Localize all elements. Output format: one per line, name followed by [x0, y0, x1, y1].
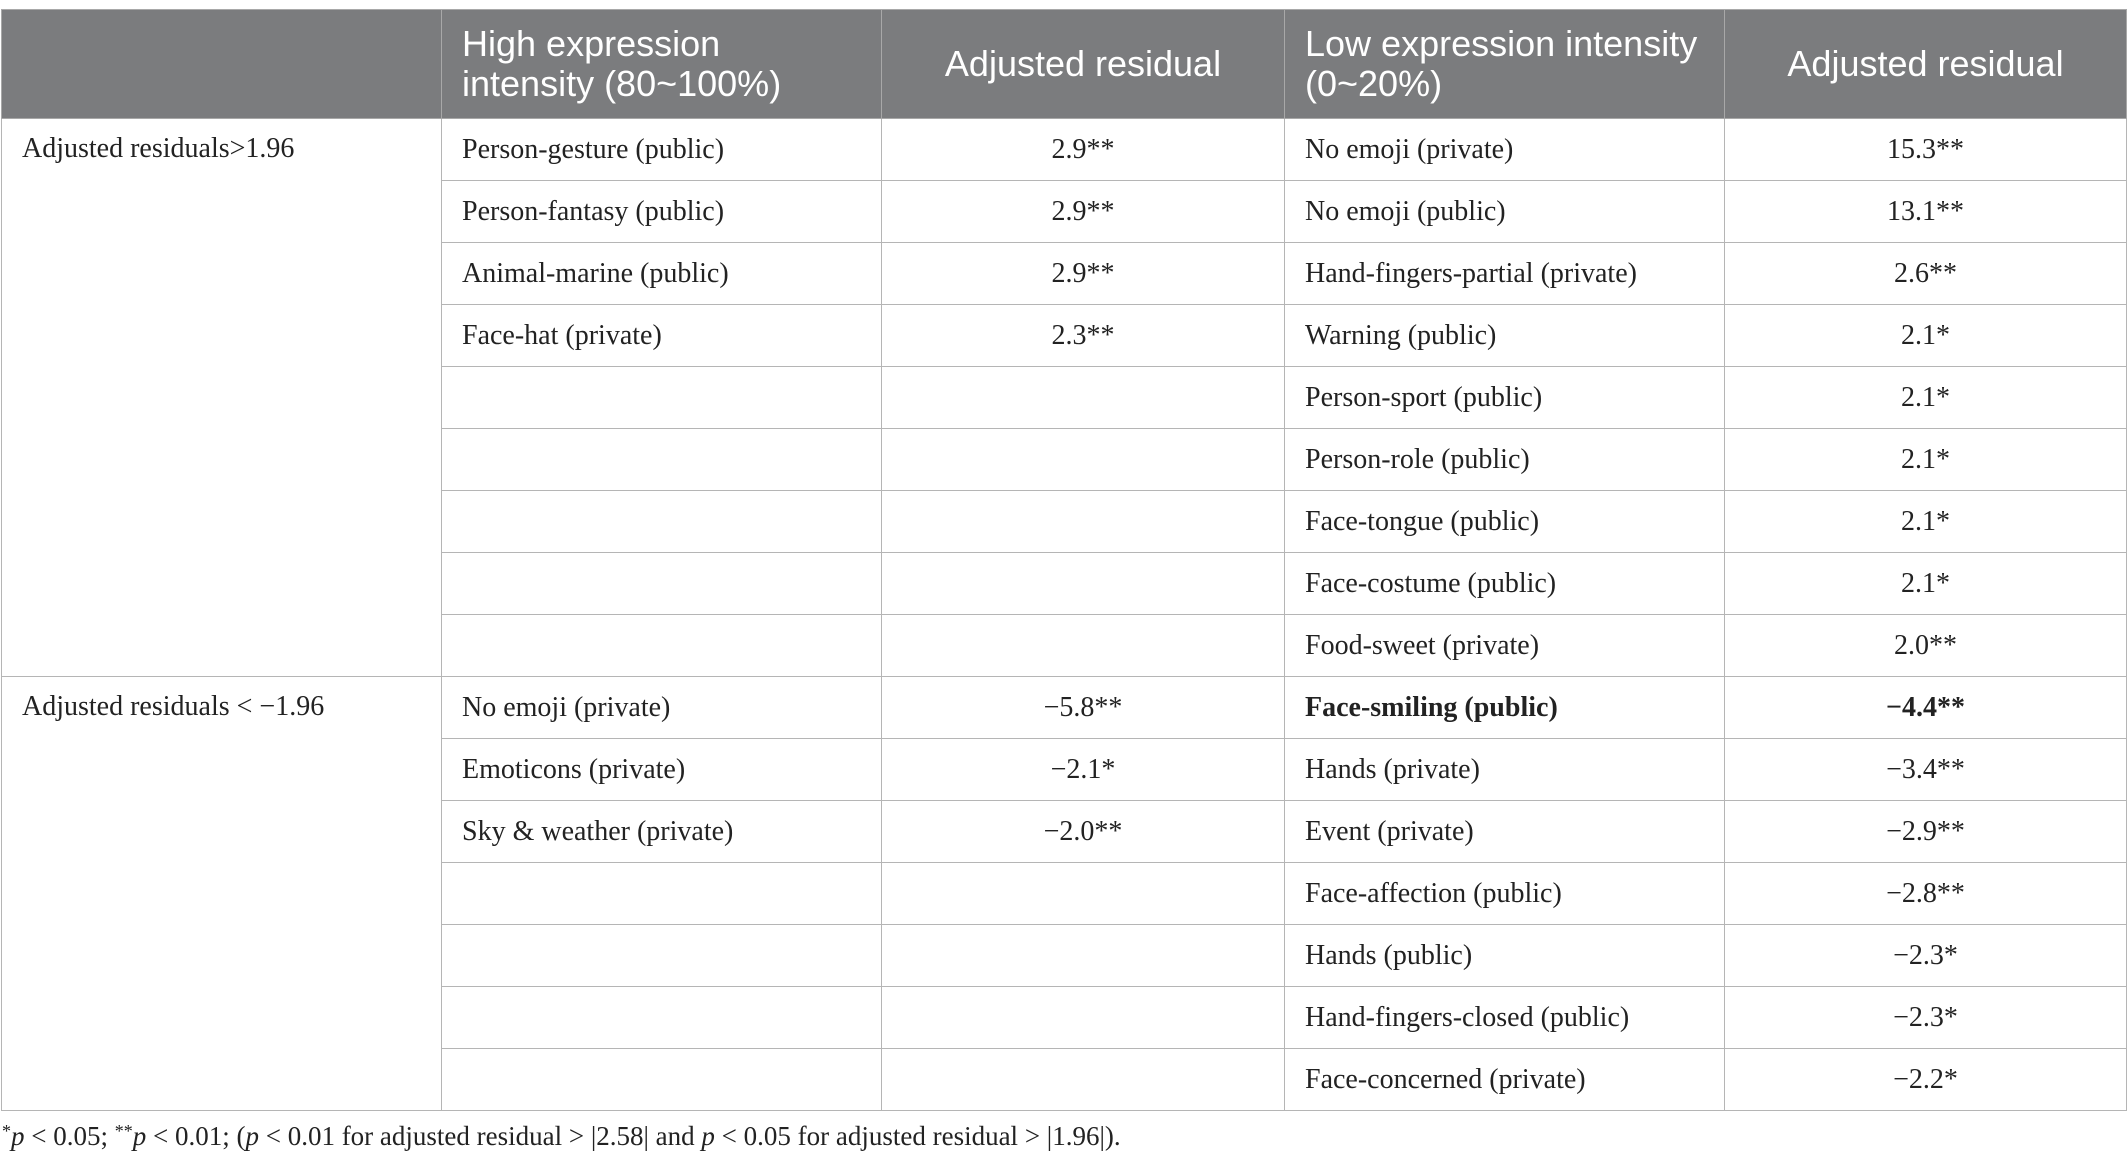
table-footnote — [2, 1121, 1121, 1152]
low-adjusted-residual: −3.4** — [1725, 739, 2127, 801]
low-adjusted-residual: 2.1* — [1725, 305, 2127, 367]
low-adjusted-residual: −2.3* — [1725, 987, 2127, 1049]
footnote-star-2: ** — [114, 1121, 133, 1141]
high-adjusted-residual — [882, 615, 1285, 677]
high-intensity-category — [442, 615, 882, 677]
low-intensity-category: Warning (public) — [1285, 305, 1725, 367]
low-adjusted-residual: 2.1* — [1725, 367, 2127, 429]
low-adjusted-residual: 2.1* — [1725, 429, 2127, 491]
low-intensity-category: Face-costume (public) — [1285, 553, 1725, 615]
high-adjusted-residual: −5.8** — [882, 677, 1285, 739]
high-adjusted-residual: 2.9** — [882, 181, 1285, 243]
low-adjusted-residual: 2.1* — [1725, 491, 2127, 553]
high-adjusted-residual — [882, 553, 1285, 615]
low-adjusted-residual: 15.3** — [1725, 119, 2127, 181]
footnote-text: < 0.01; ( — [146, 1121, 246, 1151]
low-intensity-category: Event (private) — [1285, 801, 1725, 863]
low-intensity-category: Face-tongue (public) — [1285, 491, 1725, 553]
high-adjusted-residual — [882, 1049, 1285, 1111]
table-row — [2, 119, 2127, 181]
low-adjusted-residual: 2.6** — [1725, 243, 2127, 305]
footnote-text: < 0.05 for adjusted residual > |1.96|). — [714, 1121, 1121, 1151]
header-blank — [2, 10, 442, 119]
low-adjusted-residual: −2.9** — [1725, 801, 2127, 863]
high-intensity-category — [442, 863, 882, 925]
high-intensity-category: Sky & weather (private) — [442, 801, 882, 863]
header-high-adjusted-residual: Adjusted residual — [882, 10, 1285, 119]
low-intensity-category: Hand-fingers-closed (public) — [1285, 987, 1725, 1049]
high-adjusted-residual: 2.9** — [882, 119, 1285, 181]
high-intensity-category: Face-hat (private) — [442, 305, 882, 367]
footnote-p: p — [245, 1121, 259, 1151]
high-intensity-category: Person-gesture (public) — [442, 119, 882, 181]
low-adjusted-residual: −2.3* — [1725, 925, 2127, 987]
low-intensity-category: Hand-fingers-partial (private) — [1285, 243, 1725, 305]
table-body — [2, 119, 2127, 1111]
header-low-adjusted-residual: Adjusted residual — [1725, 10, 2127, 119]
high-intensity-category: No emoji (private) — [442, 677, 882, 739]
high-intensity-category — [442, 987, 882, 1049]
low-intensity-category: No emoji (private) — [1285, 119, 1725, 181]
footnote-text: < 0.01 for adjusted residual > |2.58| and — [258, 1121, 702, 1151]
group-label: Adjusted residuals < −1.96 — [2, 677, 442, 1111]
low-adjusted-residual: 13.1** — [1725, 181, 2127, 243]
high-intensity-category — [442, 429, 882, 491]
header-low-intensity: Low expression intensity (0~20%) — [1285, 10, 1725, 119]
footnote-p: p — [132, 1121, 147, 1151]
low-intensity-category: Hands (private) — [1285, 739, 1725, 801]
table-row — [2, 677, 2127, 739]
low-adjusted-residual: −2.8** — [1725, 863, 2127, 925]
low-intensity-category: Hands (public) — [1285, 925, 1725, 987]
header-row — [2, 10, 2127, 119]
high-intensity-category: Animal-marine (public) — [442, 243, 882, 305]
high-intensity-category — [442, 553, 882, 615]
low-intensity-category: Face-affection (public) — [1285, 863, 1725, 925]
high-adjusted-residual — [882, 987, 1285, 1049]
adjusted-residuals-table — [1, 9, 2127, 1111]
high-adjusted-residual — [882, 863, 1285, 925]
high-adjusted-residual: 2.9** — [882, 243, 1285, 305]
high-intensity-category: Person-fantasy (public) — [442, 181, 882, 243]
footnote-star-1: * — [2, 1121, 11, 1141]
header-high-intensity: High expression intensity (80~100%) — [442, 10, 882, 119]
low-intensity-category: Face-smiling (public) — [1285, 677, 1725, 739]
high-intensity-category — [442, 367, 882, 429]
low-intensity-category: Person-role (public) — [1285, 429, 1725, 491]
low-adjusted-residual: 2.1* — [1725, 553, 2127, 615]
high-adjusted-residual — [882, 925, 1285, 987]
high-adjusted-residual — [882, 429, 1285, 491]
group-label: Adjusted residuals>1.96 — [2, 119, 442, 677]
high-intensity-category: Emoticons (private) — [442, 739, 882, 801]
low-intensity-category: Food-sweet (private) — [1285, 615, 1725, 677]
low-intensity-category: Person-sport (public) — [1285, 367, 1725, 429]
high-adjusted-residual: −2.1* — [882, 739, 1285, 801]
high-adjusted-residual — [882, 367, 1285, 429]
low-intensity-category: Face-concerned (private) — [1285, 1049, 1725, 1111]
footnote-p: p — [11, 1121, 25, 1151]
low-adjusted-residual: −4.4** — [1725, 677, 2127, 739]
high-intensity-category — [442, 1049, 882, 1111]
low-adjusted-residual: 2.0** — [1725, 615, 2127, 677]
high-intensity-category — [442, 491, 882, 553]
footnote-text: < 0.05; — [24, 1121, 115, 1151]
low-intensity-category: No emoji (public) — [1285, 181, 1725, 243]
high-adjusted-residual — [882, 491, 1285, 553]
high-adjusted-residual: 2.3** — [882, 305, 1285, 367]
high-adjusted-residual: −2.0** — [882, 801, 1285, 863]
high-intensity-category — [442, 925, 882, 987]
footnote-p: p — [701, 1121, 715, 1151]
results-table-container — [1, 9, 2126, 1111]
low-adjusted-residual: −2.2* — [1725, 1049, 2127, 1111]
